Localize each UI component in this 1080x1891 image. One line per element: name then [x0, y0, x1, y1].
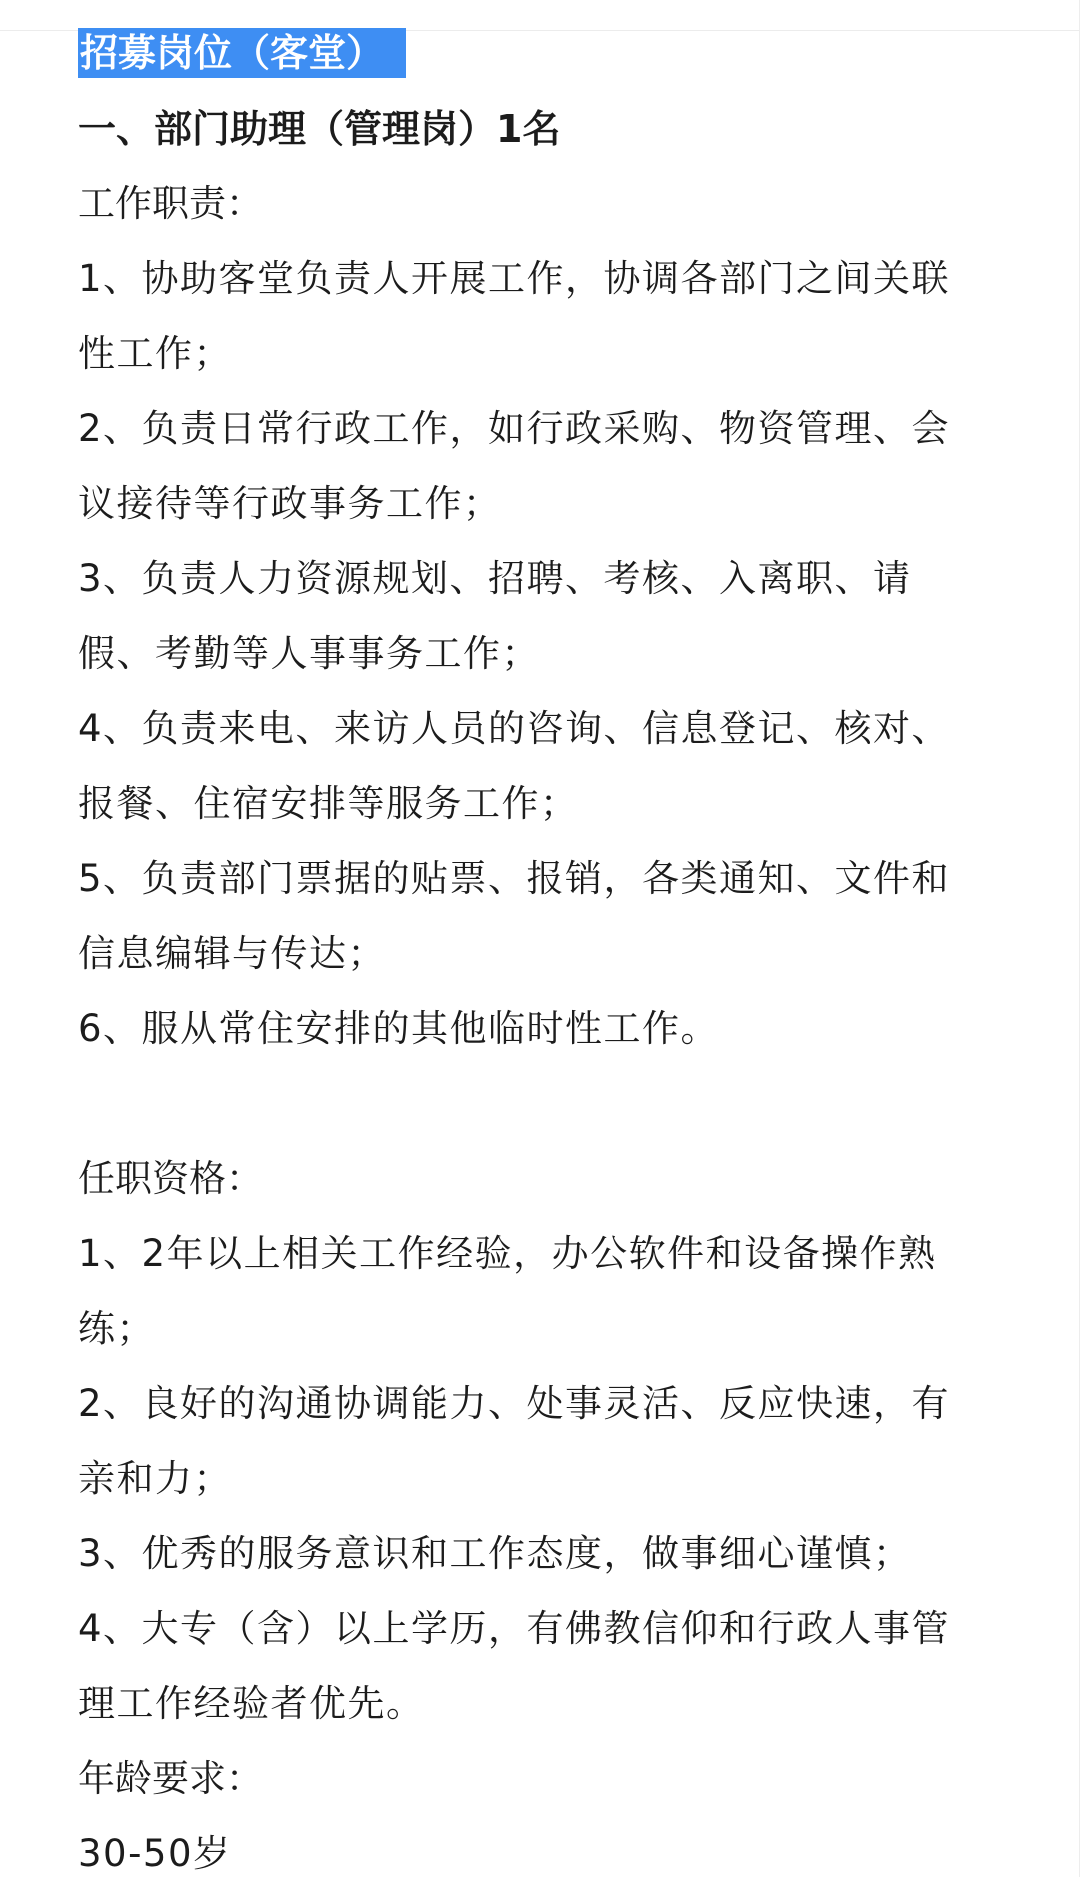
qualification-line: 1、2年以上相关工作经验，办公软件和设备操作熟 [78, 1232, 937, 1275]
qualification-line: 练； [78, 1307, 155, 1350]
duty-line: 信息编辑与传达； [78, 932, 386, 975]
duty-line: 报餐、住宿安排等服务工作； [78, 782, 579, 825]
section-gap [78, 1066, 1008, 1141]
duty-line: 2、负责日常行政工作，如行政采购、物资管理、会 [78, 407, 951, 450]
qualification-line: 4、大专（含）以上学历，有佛教信仰和行政人事管 [78, 1607, 951, 1650]
qualification-line: 亲和力； [78, 1457, 232, 1500]
qualification-line: 2、良好的沟通协调能力、处事灵活、反应快速，有 [78, 1382, 951, 1425]
duty-line: 议接待等行政事务工作； [78, 482, 502, 525]
age-value: 30-50岁 [78, 1832, 232, 1875]
duty-line: 3、负责人力资源规划、招聘、考核、入离职、请 [78, 557, 912, 600]
duty-line: 假、考勤等人事事务工作； [78, 632, 540, 675]
duty-line: 4、负责来电、来访人员的咨询、信息登记、核对、 [78, 707, 951, 750]
duty-line: 5、负责部门票据的贴票、报销，各类通知、文件和 [78, 857, 951, 900]
qualification-line: 理工作经验者优先。 [78, 1682, 425, 1725]
duties-list [78, 241, 1008, 1066]
age-label: 年龄要求： [78, 1757, 263, 1800]
duty-line: 6、服从常住安排的其他临时性工作。 [78, 1007, 720, 1050]
document-body [78, 28, 1008, 1891]
duty-line: 1、协助客堂负责人开展工作，协调各部门之间关联 [78, 257, 951, 300]
duties-label: 工作职责： [78, 182, 263, 225]
selected-heading[interactable]: 招募岗位（客堂） [78, 28, 406, 78]
qualifications-list [78, 1216, 1008, 1741]
top-divider [0, 0, 1080, 31]
job-title: 一、部门助理（管理岗）1名 [78, 107, 561, 151]
duty-line: 性工作； [78, 332, 232, 375]
qualifications-label: 任职资格： [78, 1157, 263, 1200]
qualification-line: 3、优秀的服务意识和工作态度，做事细心谨慎； [78, 1532, 912, 1575]
